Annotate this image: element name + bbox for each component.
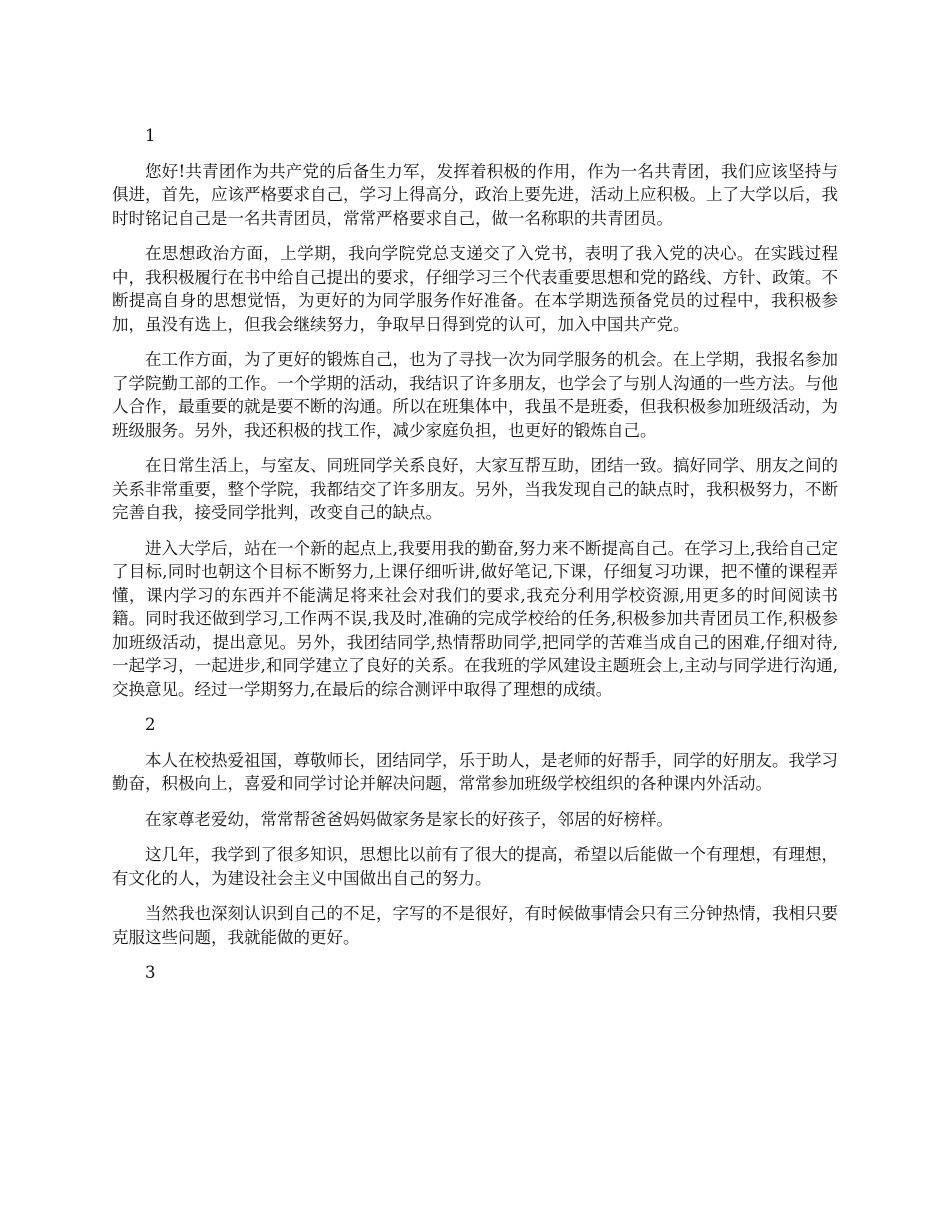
paragraph: 当然我也深刻认识到自己的不足，字写的不是很好，有时候做事情会只有三分钟热情，我相只要克服这些问题，我就能做的更好。 [112, 904, 838, 947]
paragraph: 您好!共青团作为共产党的后备生力军，发挥着积极的作用，作为一名共青团，我们应该坚持与俱进，首先，应该严格要求自己，学习上得高分，政治上要先进，活动上应积极。上了大学以后，我时时铭记自己是一名共青团员，常常严格要求自己，做一名称职的共青团员。 [112, 161, 838, 228]
section-number: 2 [145, 715, 156, 734]
paragraph: 在工作方面，为了更好的锻炼自己，也为了寻找一次为同学服务的机会。在上学期，我报名参加了学院勤工部的工作。一个学期的活动，我结识了许多朋友，也学会了与别人沟通的一些方法。与他人合作，最重要的就是要不断的沟通。所以在班集体中，我虽不是班委，但我积极参加班级活动，为班级服务。另外，我还积极的找工作，减少家庭负担，也更好的锻炼自己。 [112, 350, 838, 440]
paragraph: 在思想政治方面，上学期，我向学院党总支递交了入党书，表明了我入党的决心。在实践过程中，我积极履行在书中给自己提出的要求，仔细学习三个代表重要思想和党的路线、方针、政策。不断提高自身的思想觉悟，为更好的为同学服务作好准备。在本学期选预备党员的过程中，我积极参加，虽没有选上，但我会继续努力，争取早日得到党的认可，加入中国共产党。 [112, 244, 838, 334]
document-body [112, 124, 838, 997]
paragraph: 在家尊老爱幼，常常帮爸爸妈妈做家务是家长的好孩子，邻居的好榜样。 [145, 809, 673, 829]
section-number: 3 [145, 963, 156, 982]
paragraph: 在日常生活上，与室友、同班同学关系良好，大家互帮互助，团结一致。搞好同学、朋友之间的关系非常重要，整个学院，我都结交了许多朋友。另外，当我发现自己的缺点时，我积极努力，不断完善自我，接受同学批判，改变自己的缺点。 [112, 456, 838, 522]
section-number: 1 [145, 126, 156, 145]
paragraph: 进入大学后，站在一个新的起点上,我要用我的勤奋,努力来不断提高自己。在学习上,我给自己定了目标,同时也朝这个目标不断努力,上课仔细听讲,做好笔记,下课，仔细复习功课，把不懂的课程弄懂，课内学习的东西并不能满足将来社会对我们的要求,我充分利用学校资源,用更多的时间阅读书籍。同时我还做到学习,工作两不误,我及时,准确的完成学校给的任务,积极参加共青团员工作,积极参加班级活动，提出意见。另外，我团结同学,热情帮助同学,把同学的苦难当成自己的困难,仔细对待,一起学习，一起进步,和同学建立了良好的关系。在我班的学风建设主题班会上,主动与同学进行沟通,交换意见。经过一学期努力,在最后的综合测评中取得了理想的成绩。 [112, 538, 838, 699]
paragraph: 本人在校热爱祖国，尊敬师长，团结同学，乐于助人，是老师的好帮手，同学的好朋友。我学习勤奋，积极向上，喜爱和同学讨论并解决问题，常常参加班级学校组织的各种课内外活动。 [112, 750, 838, 793]
paragraph: 这几年，我学到了很多知识，思想比以前有了很大的提高，希望以后能做一个有理想，有理想，有文化的人，为建设社会主义中国做出自己的努力。 [112, 845, 838, 888]
